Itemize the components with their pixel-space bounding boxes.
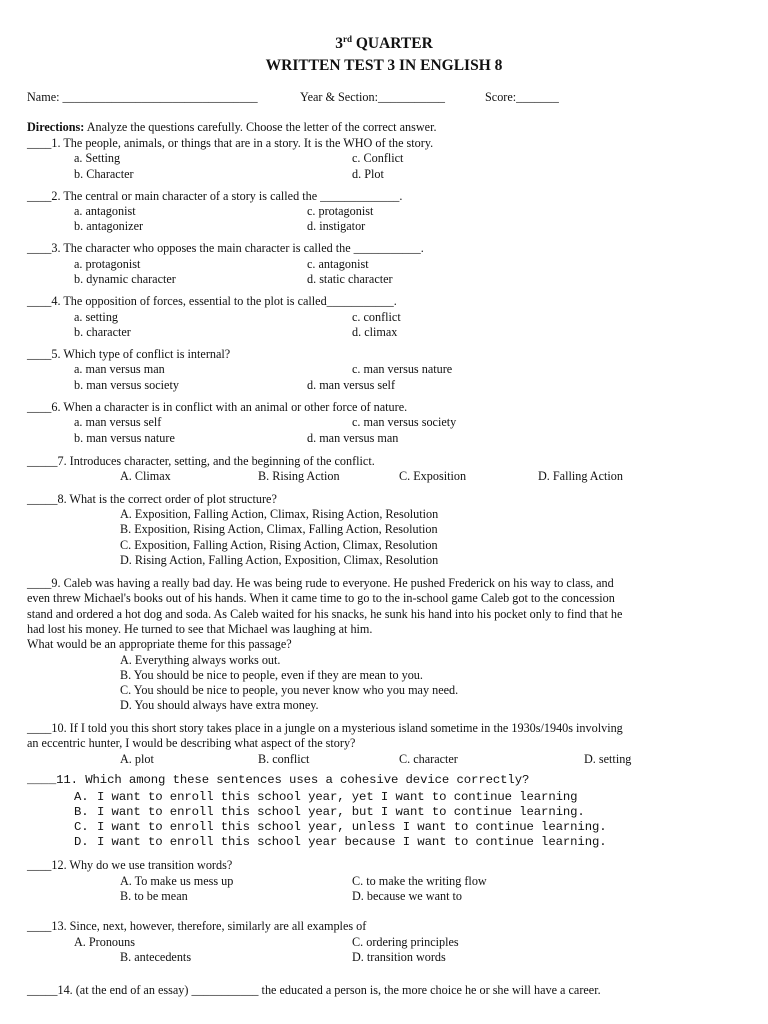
answer-choice[interactable]: a. antagonist [74, 204, 136, 218]
answer-choice[interactable]: I want to enroll this school year because I want to continue learning. [97, 835, 607, 849]
question-stem: ____6. When a character is in conflict with an animal or other force of nature. [27, 400, 408, 414]
answer-choice[interactable]: c. antagonist [307, 257, 369, 271]
question-stem-continued: an eccentric hunter, I would be describing what aspect of the story? [27, 736, 356, 750]
answer-choice[interactable]: C. character [399, 752, 458, 766]
answer-choice[interactable]: d. instigator [307, 219, 366, 233]
answer-choice[interactable]: a. man versus man [74, 362, 165, 376]
question-stem: ____11. Which among these sentences uses a cohesive device correctly? [27, 773, 530, 787]
section-field[interactable] [300, 91, 445, 103]
answer-choice[interactable]: C. Exposition, Falling Action, Rising Action, Climax, Resolution [120, 538, 438, 552]
answer-choice[interactable]: B. Exposition, Rising Action, Climax, Falling Action, Resolution [120, 522, 438, 536]
answer-choice[interactable]: B. to be mean [120, 889, 188, 903]
quarter-heading [0, 36, 768, 52]
answer-choice[interactable]: A. Everything always works out. [120, 653, 281, 667]
answer-choice[interactable]: c. conflict [352, 310, 401, 324]
answer-choice[interactable]: a. protagonist [74, 257, 141, 271]
section-blank[interactable]: ___________ [377, 90, 446, 104]
name-label: Name: [27, 90, 60, 104]
question-stem: _____14. (at the end of an essay) ___________ the educated a person is, the more choice he or she will have a career. [27, 983, 601, 997]
question-stem: _____7. Introduces character, setting, and the beginning of the conflict. [27, 454, 375, 468]
answer-choice[interactable]: A. To make us mess up [120, 874, 234, 888]
question-stem: _____8. What is the correct order of plot structure? [27, 492, 277, 506]
question-stem: ____5. Which type of conflict is internal? [27, 347, 231, 361]
question-stem: ____3. The character who opposes the main character is called the ___________. [27, 241, 424, 255]
answer-choice[interactable]: I want to enroll this school year, unless I want to continue learning. [97, 820, 607, 834]
answer-choice[interactable]: B. antecedents [120, 950, 192, 964]
passage-line: had lost his money. He turned to see that Michael was laughing at him. [27, 622, 373, 636]
passage-line: ____9. Caleb was having a really bad day. He was being rude to everyone. He pushed Frederick on his way to class, and [27, 576, 614, 590]
question-stem: ____4. The opposition of forces, essential to the plot is called___________. [27, 294, 397, 308]
question-stem: ____13. Since, next, however, therefore, similarly are all examples of [27, 919, 367, 933]
answer-choice[interactable]: d. static character [307, 272, 393, 286]
section-label: Year & Section: [300, 90, 378, 104]
answer-choice[interactable]: D. setting [584, 752, 632, 766]
answer-choice[interactable]: c. man versus nature [352, 362, 453, 376]
quarter-word: QUARTER [355, 35, 433, 52]
answer-choice[interactable]: D. You should always have extra money. [120, 698, 319, 712]
answer-choice[interactable]: D. Rising Action, Falling Action, Exposition, Climax, Resolution [120, 553, 439, 567]
answer-choice[interactable]: C. ordering principles [352, 935, 459, 949]
answer-choice-letter: A. [74, 790, 89, 804]
answer-choice[interactable]: b. antagonizer [74, 219, 144, 233]
answer-choice[interactable]: I want to enroll this school year, but I want to continue learning. [97, 805, 585, 819]
passage-line: stand and ordered a hot dog and soda. As Caleb waited for his snacks, he sunk his hand into his pocket only to find that he [27, 607, 623, 621]
name-blank[interactable]: ________________________________ [62, 90, 258, 104]
answer-choice[interactable]: I want to enroll this school year, yet I want to continue learning [97, 790, 578, 804]
answer-choice[interactable]: A. Exposition, Falling Action, Climax, Rising Action, Resolution [120, 507, 439, 521]
name-field[interactable] [27, 91, 258, 103]
question-stem: ____2. The central or main character of a story is called the _____________. [27, 189, 403, 203]
answer-choice[interactable]: a. setting [74, 310, 119, 324]
answer-choice[interactable]: b. Character [74, 167, 134, 181]
answer-choice[interactable]: b. man versus society [74, 378, 179, 392]
question-stem: ____12. Why do we use transition words? [27, 858, 233, 872]
answer-choice[interactable]: b. dynamic character [74, 272, 176, 286]
directions [27, 121, 437, 133]
answer-choice[interactable]: C. Exposition [399, 469, 467, 483]
answer-choice[interactable]: A. Climax [120, 469, 171, 483]
score-blank[interactable]: _______ [516, 90, 559, 104]
answer-choice[interactable]: c. man versus society [352, 415, 457, 429]
question-stem: ____10. If I told you this short story takes place in a jungle on a mysterious island sometime in the 1930s/1940s involving [27, 721, 623, 735]
answer-choice[interactable]: d. man versus man [307, 431, 399, 445]
answer-choice[interactable]: B. conflict [258, 752, 310, 766]
answer-choice[interactable]: D. transition words [352, 950, 446, 964]
directions-label: Directions: [27, 120, 85, 134]
answer-choice[interactable]: c. protagonist [307, 204, 374, 218]
score-field[interactable] [485, 91, 559, 103]
answer-choice[interactable]: D. because we want to [352, 889, 462, 903]
question-stem: ____1. The people, animals, or things that are in a story. It is the WHO of the story. [27, 136, 434, 150]
answer-choice[interactable]: C. You should be nice to people, you never know who you may need. [120, 683, 459, 697]
answer-choice-letter: C. [74, 820, 89, 834]
quarter-ordinal: rd [342, 34, 352, 44]
answer-choice[interactable]: B. Rising Action [258, 469, 340, 483]
answer-choice[interactable]: C. to make the writing flow [352, 874, 487, 888]
answer-choice[interactable]: A. plot [120, 752, 154, 766]
answer-choice[interactable]: B. You should be nice to people, even if they are mean to you. [120, 668, 423, 682]
answer-choice[interactable]: a. man versus self [74, 415, 162, 429]
directions-text: Analyze the questions carefully. Choose the letter of the correct answer. [86, 120, 437, 134]
test-title: WRITTEN TEST 3 IN ENGLISH 8 [265, 57, 503, 74]
answer-choice[interactable]: D. Falling Action [538, 469, 623, 483]
answer-choice[interactable]: b. character [74, 325, 131, 339]
answer-choice[interactable]: a. Setting [74, 151, 121, 165]
score-label: Score: [485, 90, 517, 104]
answer-choice[interactable]: c. Conflict [352, 151, 404, 165]
quarter-number: 3 [335, 35, 343, 52]
question-stem: What would be an appropriate theme for this passage? [27, 637, 292, 651]
answer-choice[interactable]: d. Plot [352, 167, 384, 181]
answer-choice[interactable]: d. man versus self [307, 378, 396, 392]
answer-choice[interactable]: A. Pronouns [74, 935, 135, 949]
passage-line: even threw Michael's books out of his hands. When it came time to go to the in-school game Caleb got to the concession [27, 591, 615, 605]
answer-choice[interactable]: b. man versus nature [74, 431, 175, 445]
answer-choice[interactable]: d. climax [352, 325, 398, 339]
answer-choice-letter: D. [74, 835, 89, 849]
answer-choice-letter: B. [74, 805, 89, 819]
